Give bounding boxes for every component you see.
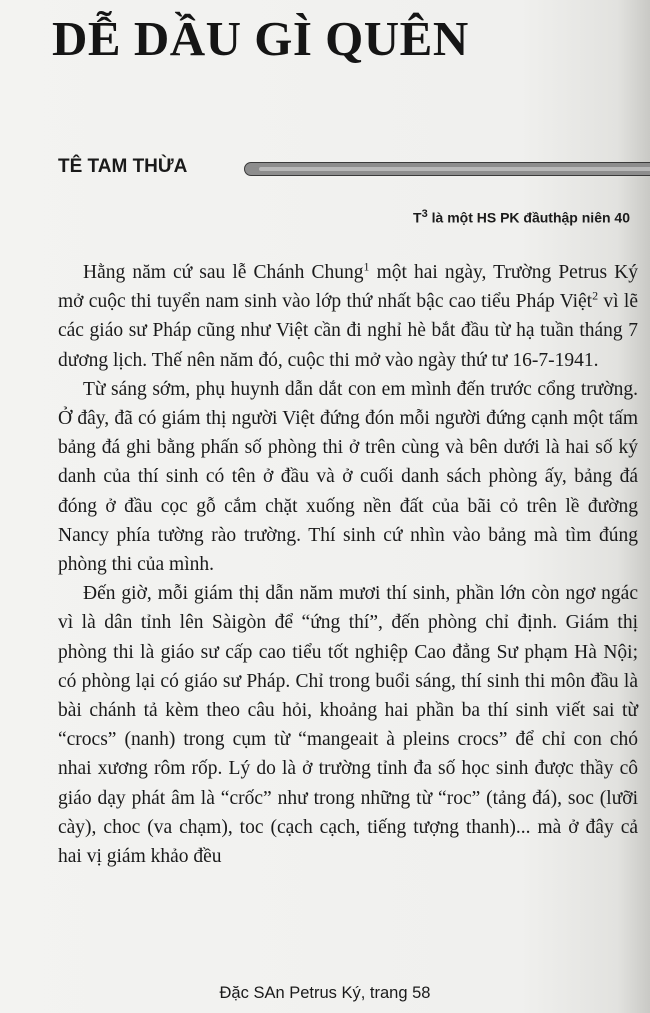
footnote-marker: 1 <box>363 259 370 274</box>
paragraph-text: Đến giờ, mỗi giám thị dẫn năm mươi thí sinh, phần lớn còn ngơ ngác vì là dân tỉnh lên Sàigòn để “ứng thí”, đến phòng chỉ định. Giám thị phòng thi là giáo sư cấp cao tiểu tốt nghiệp Cao đẳng Sư phạm Hà Nội; có phòng lại có giáo sư Pháp. Chỉ trong buổi sáng, thí sinh thi môn đầu là bài chánh tả kèm theo câu hỏi, khoảng hai phần ba thí sinh viết sai từ “crocs” (nanh) trong cụm từ “mangeait à pleins crocs” để chỉ con chó nhai xương rôm rốp. Lý do là ở trường tỉnh đa số học sinh được thầy cô giáo dạy phát âm là “crốc” như trong những từ “roc” (tảng đá), soc (lưỡi cày), choc (va chạm), toc (cạch cạch, tiếng tượng thanh)... mà ở đây cả hai vị giám khảo đều <box>58 583 638 868</box>
body-paragraph <box>58 258 638 375</box>
body-paragraph <box>58 579 638 871</box>
article-title: DỄ DẦU GÌ QUÊN <box>52 11 469 66</box>
footnote-marker: 2 <box>592 288 599 303</box>
author-name: TÊ TAM THỪA <box>58 156 188 177</box>
paragraph-text: Từ sáng sớm, phụ huynh dẫn dắt con em mình đến trước cổng trường. Ở đây, đã có giám thị người Việt đứng đón mỗi người đứng cạnh một tấm bảng đá ghi bằng phấn số phòng thi ở trên cùng và bên dưới là hai số ký danh của thí sinh có tên ở đầu và ở cuối danh sách phòng ấy, bảng đá đóng ở đầu cọc gỗ cắm chặt xuống nền đất của bãi cỏ trên lề đường Nancy phía tường rào trường. Thí sinh cứ nhìn vào bảng mà tìm đúng phòng thi của mình. <box>58 378 638 576</box>
page-footer: Đặc SAn Petrus Ký, trang 58 <box>219 984 431 1002</box>
paragraph-text: một hai ngày, Trường Petrus Ký mở cuộc thi tuyển nam sinh vào lớp thứ nhất bậc cao tiểu Pháp Việt <box>58 262 638 313</box>
author-note <box>413 208 630 226</box>
author-note-initial: T <box>413 209 422 226</box>
author-row <box>58 156 638 184</box>
author-note-text: là một HS PK đầuthập niên 40 <box>427 209 630 226</box>
paragraph-text: Hằng năm cứ sau lễ Chánh Chung <box>83 262 364 283</box>
body-paragraph <box>58 375 638 579</box>
decorative-rule <box>244 162 650 176</box>
paragraph-text: vì lẽ các giáo sư Pháp cũng như Việt cần đi nghỉ hè bắt đầu từ hạ tuần tháng 7 dương lịch. Thế nên năm đó, cuộc thi mở vào ngày thứ tư 16-7-1941. <box>58 291 638 371</box>
article-body <box>58 258 638 871</box>
author-note-superscript: 3 <box>421 208 428 220</box>
